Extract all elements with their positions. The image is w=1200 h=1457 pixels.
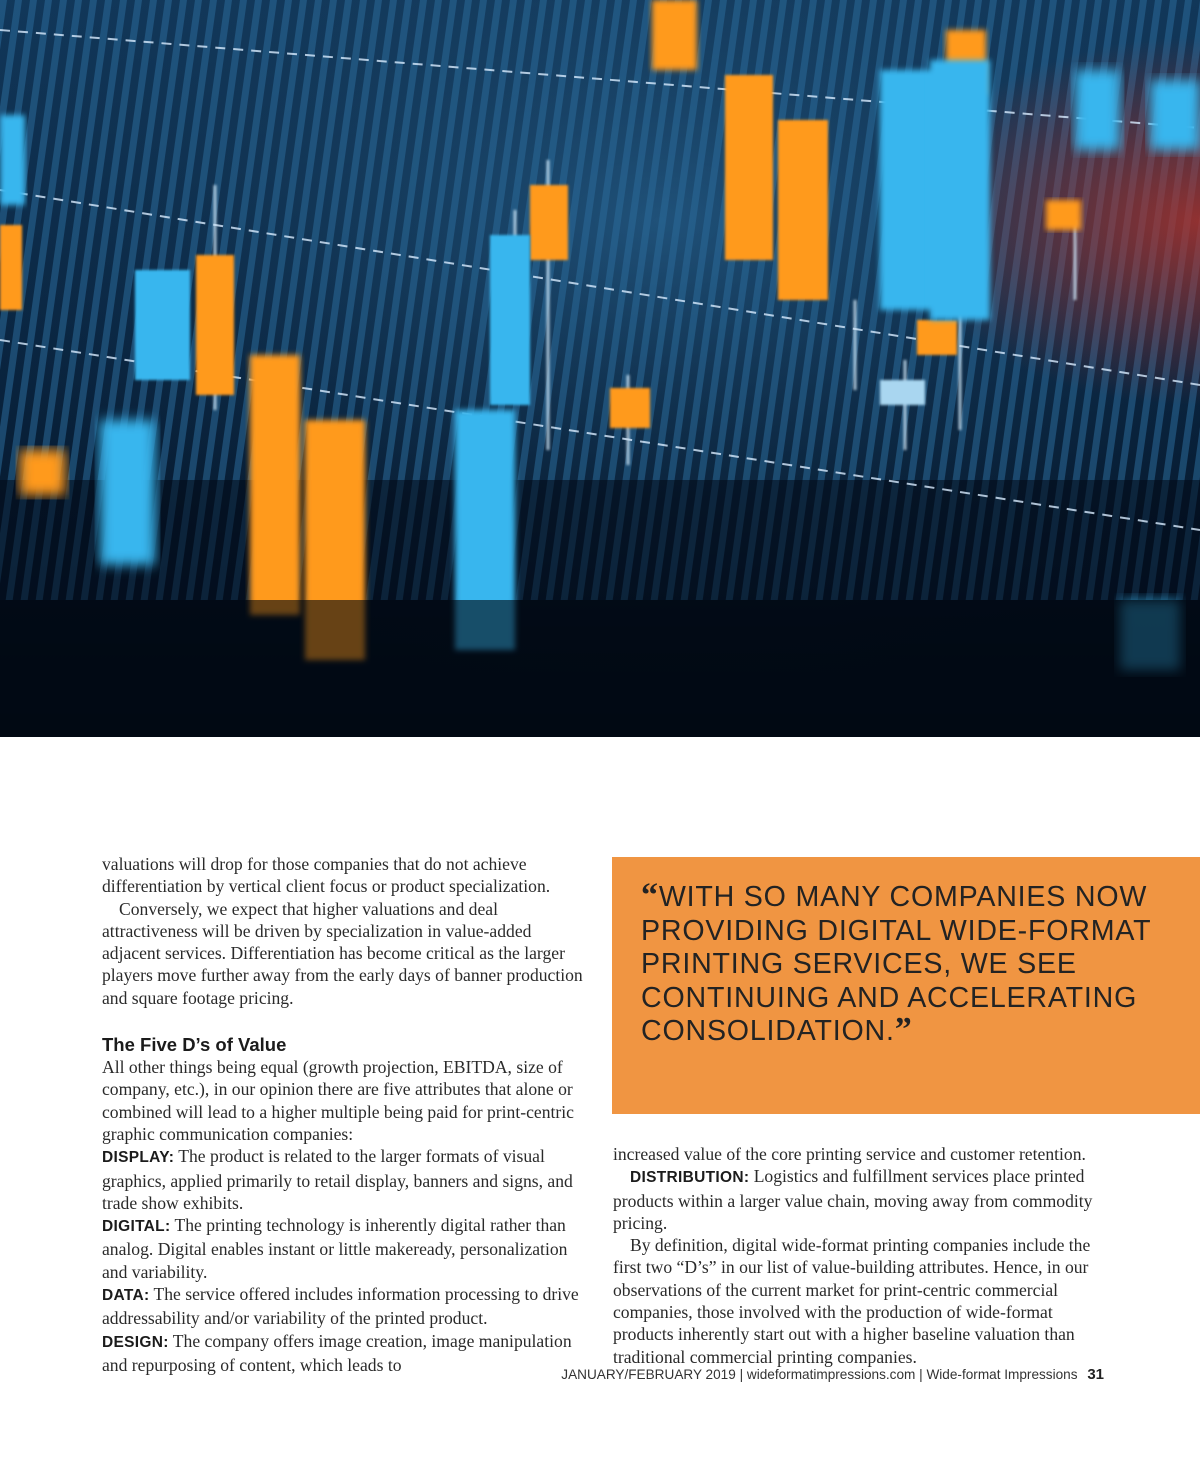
attribute-label: DIGITAL: — [102, 1218, 171, 1236]
publication-name: Wide-format Impressions — [926, 1367, 1078, 1382]
attribute-data — [102, 1283, 584, 1330]
quote-body: WITH SO MANY COMPANIES NOW PROVIDING DIGITAL WIDE-FORMAT PRINTING SERVICES, WE SEE CONTINUING AND ACCELERATING CONSOLIDATION. — [641, 881, 1151, 1048]
right-column — [613, 1143, 1103, 1368]
separator: | — [919, 1367, 923, 1382]
attribute-text: The company offers image creation, image manipulation and repurposing of content, which leads to — [102, 1330, 572, 1375]
attribute-distribution — [613, 1165, 1103, 1234]
attribute-label: DISTRIBUTION: — [630, 1169, 750, 1187]
paragraph: Conversely, we expect that higher valuations and deal attractiveness will be driven by specialization in value-added adjacent services. Differentiation has become critical as the larger players move further away from the early days of banner production and square footage pricing. — [102, 898, 583, 1008]
page-number: 31 — [1087, 1366, 1104, 1383]
website-link[interactable]: wideformatimpressions.com — [746, 1367, 916, 1382]
attribute-design — [102, 1330, 584, 1377]
issue-date: JANUARY/FEBRUARY 2019 — [561, 1367, 736, 1382]
paragraph: All other things being equal (growth projection, EBITDA, size of company, etc.), in our opinion there are five attributes that alone or combined will lead to a higher multiple being paid for print-centric graphic communication companies: — [102, 1057, 574, 1144]
attribute-text: The product is related to the larger formats of visual graphics, applied primarily to retail display, banners and signs, and trade show exhibits. — [102, 1146, 573, 1213]
attribute-text: Logistics and fulfillment services place printed products within a larger value chain, moving away from commodity pricing. — [613, 1166, 1093, 1233]
left-column — [102, 853, 584, 1376]
attribute-label: DESIGN: — [102, 1333, 169, 1351]
attribute-label: DISPLAY: — [102, 1149, 175, 1167]
paragraph: valuations will drop for those companies that do not achieve differentiation by vertical client focus or product specialization. — [102, 854, 551, 897]
pull-quote — [612, 857, 1200, 1114]
open-quote-mark: “ — [641, 877, 659, 914]
attribute-text: The printing technology is inherently digital rather than analog. Digital enables instant or little makeready, personalization and variability. — [102, 1215, 568, 1282]
close-quote-mark: ” — [894, 1011, 913, 1049]
page-footer — [524, 1366, 1104, 1383]
attribute-label: DATA: — [102, 1287, 150, 1305]
paragraph: increased value of the core printing service and customer retention. — [613, 1144, 1086, 1164]
pull-quote-text — [641, 877, 1160, 1049]
paragraph: By definition, digital wide-format printing companies include the first two “D’s” in our list of value-building attributes. Hence, in our observations of the current market for print-centric commercial companies, those involved with the production of wide-format products inherently start out with a higher baseline valuation than traditional commercial printing companies. — [613, 1235, 1091, 1367]
attribute-text: The service offered includes information processing to drive addressability and/or variability of the printed product. — [102, 1284, 579, 1329]
section-heading: The Five D’s of Value — [102, 1034, 287, 1056]
attribute-display — [102, 1145, 584, 1214]
separator: | — [739, 1367, 744, 1382]
attribute-digital — [102, 1214, 584, 1283]
